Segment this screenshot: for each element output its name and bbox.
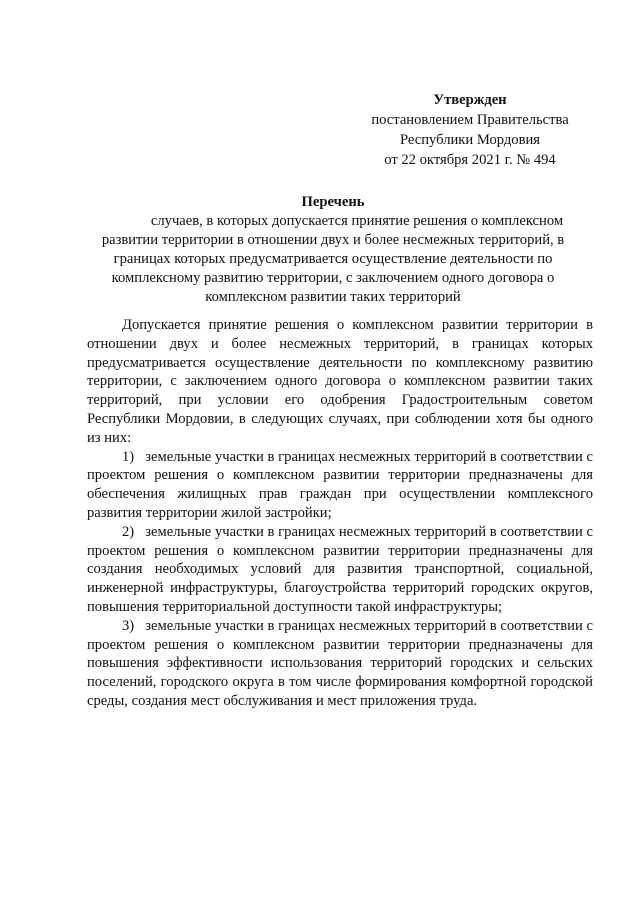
approval-stamp xyxy=(340,90,600,170)
list-item-2: 2) земельные участки в границах несмежных территорий в соответствии с проектом решения о комплексном развитии территории предназначены для создания необходимых условий для развития транспортной, социальной, инженерной инфраструктуры, благоустройства территорий городских округов, повышения территориальной доступности такой инфраструктуры; xyxy=(87,523,593,615)
document-subtitle: случаев, в которых допускается принятие решения о комплексном развитии территории в отношении двух и более несмежных территорий, в границах которых предусматривается осуществление деятельности по комплексному развитию территории, с заключением одного договора о комплексном развитии таких территорий xyxy=(101,213,565,305)
intro-paragraph: Допускается принятие решения о комплексном развитии территории в отношении двух и более несмежных территорий, в границах которых предусматривается осуществление деятельности по комплексному развитию территории, с заключением одного договора о комплексном развитии таких территорий, при условии его одобрения Градостроительным советом Республики Мордовии, в следующих случаях, при соблюдении хотя бы одного из них: xyxy=(87,317,593,446)
document-title: Перечень xyxy=(301,194,365,210)
document-title-block xyxy=(78,193,588,307)
list-item-1: 1) земельные участки в границах несмежных территорий в соответствии с проектом решения о комплексном развитии территории предназначены для обеспечения жилищных прав граждан при осуществлении комплексного развития территории жилой застройки; xyxy=(87,448,593,521)
list-item-3: 3) земельные участки в границах несмежных территорий в соответствии с проектом решения о комплексном развитии территории предназначены для повышения эффективности использования территорий городских и сельских поселений, городского округа в том числе формирования комфортной городской среды, создания мест обслуживания и мест приложения труда. xyxy=(87,617,593,709)
approval-line-2: Республики Мордовия xyxy=(399,132,540,148)
approval-heading: Утвержден xyxy=(433,92,507,108)
approval-line-3: от 22 октября 2021 г. № 494 xyxy=(384,152,556,168)
approval-line-1: постановлением Правительства xyxy=(371,112,569,128)
document-body xyxy=(87,316,593,711)
